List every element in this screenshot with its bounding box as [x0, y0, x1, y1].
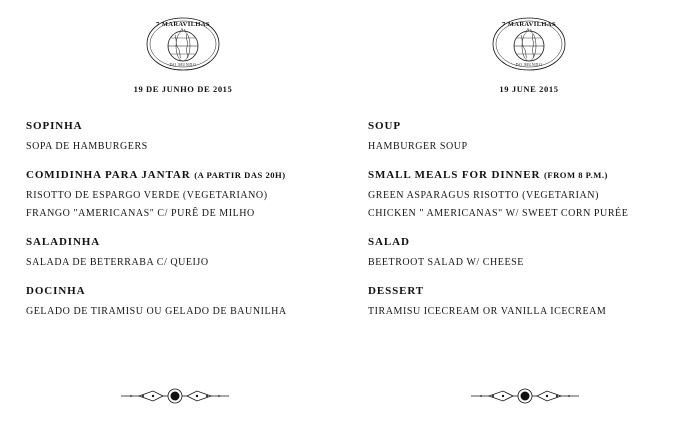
menu-section	[26, 120, 340, 152]
footer-ornament-left	[0, 388, 350, 404]
section-title	[26, 169, 340, 181]
menu-item: SOPA DE HAMBURGERS	[26, 141, 148, 152]
menu-date-right: 19 JUNE 2015	[499, 84, 559, 94]
menu-section	[26, 236, 340, 268]
section-title	[368, 236, 690, 248]
menu-section	[368, 120, 690, 152]
7-maravilhas-logo	[477, 12, 581, 78]
section-title	[368, 169, 690, 181]
menu-sections-right	[368, 120, 690, 317]
section-title-text: SMALL MEALS FOR DINNER	[368, 169, 541, 181]
divider-ornament-icon	[119, 388, 231, 404]
menu-column-english	[350, 0, 700, 434]
divider-ornament-icon	[469, 388, 581, 404]
menu-section	[368, 236, 690, 268]
section-title	[26, 285, 340, 297]
svg-text:DO MUNDO: DO MUNDO	[169, 62, 197, 67]
logo-container-right	[368, 0, 690, 78]
menu-sections-left	[26, 120, 340, 317]
footer-ornament-right	[350, 388, 700, 404]
menu-item: GREEN ASPARAGUS RISOTTO (VEGETARIAN)	[368, 190, 599, 201]
menu-item: FRANGO "AMERICANAS" C/ PURÊ DE MILHO	[26, 208, 255, 219]
section-title	[26, 236, 340, 248]
section-title-text: SALAD	[368, 236, 410, 248]
menu-item: CHICKEN " AMERICANAS" W/ SWEET CORN PURÉE	[368, 208, 629, 219]
svg-text:DO MUNDO: DO MUNDO	[515, 62, 543, 67]
section-title-note: (FROM 8 P.M.)	[543, 170, 608, 180]
menu-section	[26, 285, 340, 317]
section-title	[368, 120, 690, 132]
menu-date-left: 19 DE JUNHO DE 2015	[133, 84, 233, 94]
menu-item: SALADA DE BETERRABA C/ QUEIJO	[26, 257, 209, 268]
menu-item: RISOTTO DE ESPARGO VERDE (VEGETARIANO)	[26, 190, 268, 201]
menu-section	[26, 169, 340, 219]
section-title-note: (A PARTIR DAS 20H)	[194, 170, 286, 180]
svg-text:As: As	[526, 27, 532, 32]
menu-section	[368, 285, 690, 317]
section-title-text: SALADINHA	[26, 236, 101, 248]
svg-text:As: As	[180, 27, 186, 32]
menu-item: GELADO DE TIRAMISU OU GELADO DE BAUNILHA	[26, 306, 287, 317]
menu-item: BEETROOT SALAD W/ CHEESE	[368, 257, 524, 268]
section-title-text: COMIDINHA PARA JANTAR	[26, 169, 191, 181]
svg-text:7 MARAVILHAS: 7 MARAVILHAS	[502, 21, 556, 28]
section-title-text: SOUP	[368, 120, 401, 132]
menu-item: TIRAMISU ICECREAM OR VANILLA ICECREAM	[368, 306, 607, 317]
section-title	[26, 120, 340, 132]
menu-section	[368, 169, 690, 219]
svg-text:7 MARAVILHAS: 7 MARAVILHAS	[156, 21, 210, 28]
section-title-text: SOPINHA	[26, 120, 83, 132]
section-title-text: DESSERT	[368, 285, 425, 297]
7-maravilhas-logo	[131, 12, 235, 78]
logo-container-left	[26, 0, 340, 78]
menu-item: HAMBURGER SOUP	[368, 141, 468, 152]
section-title-text: DOCINHA	[26, 285, 86, 297]
section-title	[368, 285, 690, 297]
